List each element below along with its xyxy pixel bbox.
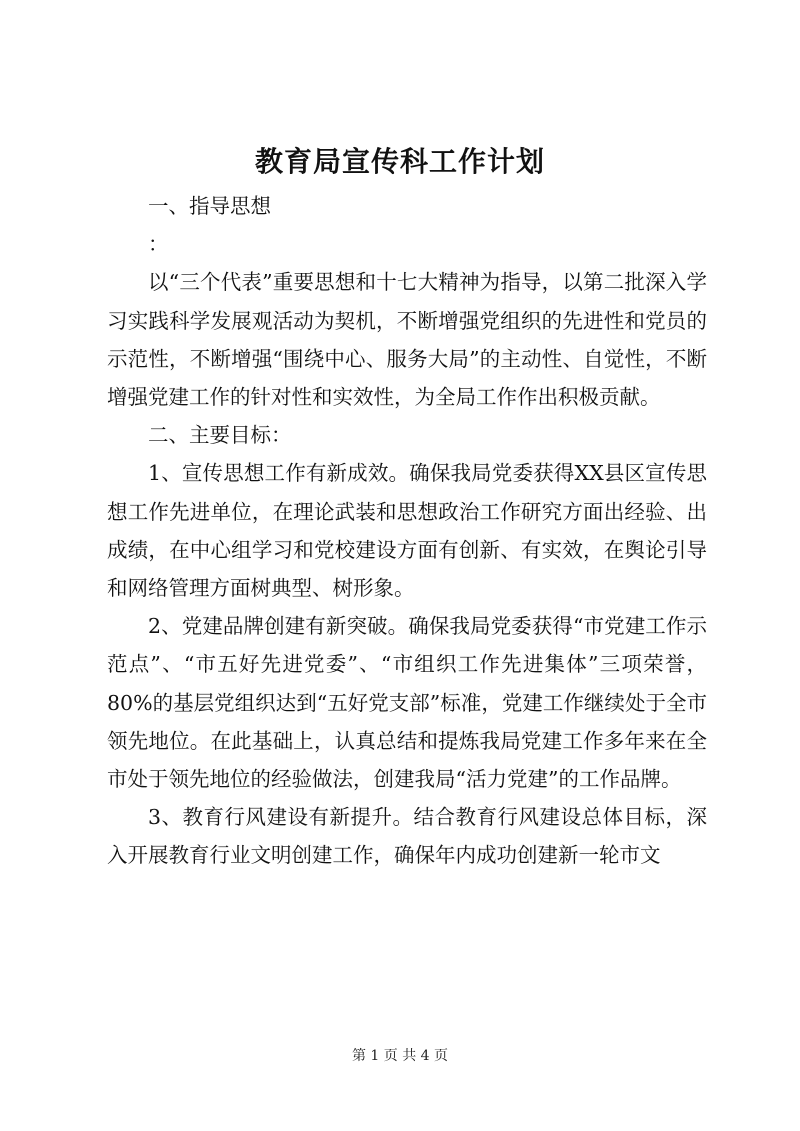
section-heading-guiding-ideology: 一、指导思想	[148, 194, 271, 218]
page-footer: 第 1 页 共 4 页	[351, 1048, 449, 1064]
document-body	[107, 187, 707, 875]
paragraph-goal-2: 2、党建品牌创建有新突破。确保我局党委获得“市党建工作示范点”、“市五好先进党委”、“市组织工作先进集体”三项荣誉，80%的基层党组织达到“五好党支部”标准，党建工作继续处于全市领先地位。在此基础上，认真总结和提炼我局党建工作多年来在全市处于领先地位的经验做法，创建我局“活力党建”的工作品牌。	[107, 614, 707, 792]
paragraph-goal-1: 1、宣传思想工作有新成效。确保我局党委获得XX县区宣传思想工作先进单位，在理论武装和思想政治工作研究方面出经验、出成绩，在中心组学习和党校建设方面有创新、有实效，在舆论引导和网络管理方面树典型、树形象。	[107, 461, 707, 601]
paragraph-guiding-ideology: 以“三个代表”重要思想和十七大精神为指导，以第二批深入学习实践科学发展观活动为契机，不断增强党组织的先进性和党员的示范性，不断增强“围绕中心、服务大局”的主动性、自觉性，不断增强党建工作的针对性和实效性，为全局工作作出积极贡献。	[107, 270, 707, 410]
colon-line: ：	[148, 232, 169, 257]
paragraph-goal-3: 3、教育行风建设有新提升。结合教育行风建设总体目标，深入开展教育行业文明创建工作，确保年内成功创建新一轮市文	[107, 805, 707, 868]
section-heading-main-goals: 二、主要目标：	[148, 423, 292, 448]
document-title: 教育局宣传科工作计划	[254, 145, 545, 178]
